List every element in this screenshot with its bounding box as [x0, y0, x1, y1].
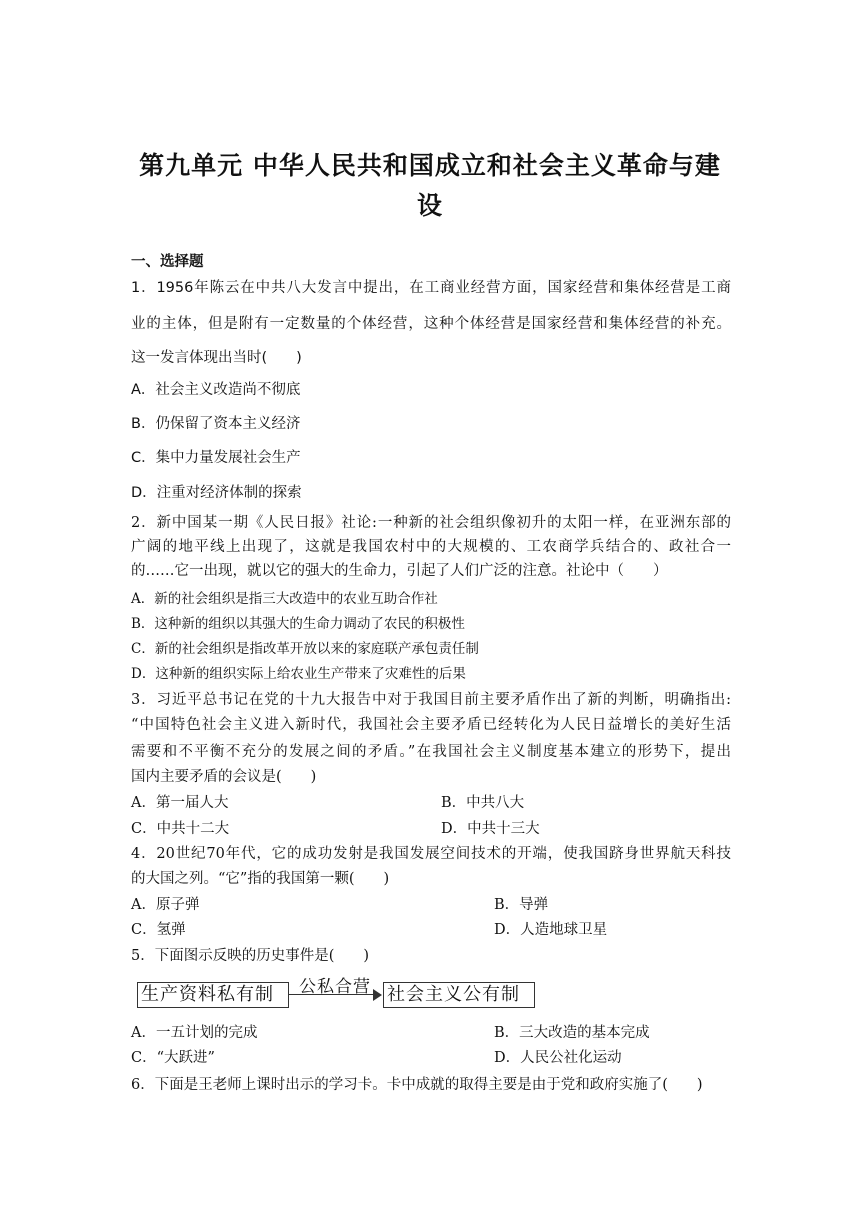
q3-line-2: “中国特色社会主义进入新时代，我国社会主要矛盾已经转化为人民日益增长的美好生活 — [131, 717, 731, 733]
q2-line-2: 广阔的地平线上出现了，这就是我国农村中的大规模的、工农商学兵结合的、政社合一 — [131, 539, 731, 555]
page-title — [120, 146, 740, 226]
q5-option-b: B．三大改造的基本完成 — [494, 1025, 650, 1041]
title-line-2: 设 — [416, 191, 443, 220]
arrow-right-icon — [373, 989, 382, 1001]
q1-option-c: C．集中力量发展社会生产 — [131, 450, 301, 466]
q5-option-a: A．一五计划的完成 — [131, 1025, 258, 1041]
q3-line-4: 国内主要矛盾的会议是( ) — [131, 769, 317, 785]
title-line-1: 第九单元 中华人民共和国成立和社会主义革命与建 — [139, 151, 721, 180]
q4-option-a: A．原子弹 — [131, 897, 200, 913]
q1-line-3: 这一发言体现出当时( ) — [131, 350, 302, 366]
q3-option-c: C．中共十二大 — [131, 821, 230, 837]
q5-option-c: C．“大跃进” — [131, 1050, 215, 1066]
q2-option-a: A．新的社会组织是指三大改造中的农业互助合作社 — [131, 591, 438, 607]
q2-option-b: B．这种新的组织以其强大的生命力调动了农民的积极性 — [131, 616, 465, 632]
q4-option-c: C．氢弹 — [131, 922, 186, 938]
diagram-box-private-ownership: 生产资料私有制 — [137, 982, 289, 1008]
q5-option-d: D．人民公社化运动 — [494, 1050, 622, 1066]
q2-line-3: 的……它一出现，就以它的强大的生命力，引起了人们广泛的注意。社论中（ ） — [131, 563, 668, 579]
q1-line-2: 业的主体，但是附有一定数量的个体经营，这种个体经营是国家经营和集体经营的补充。 — [131, 316, 731, 332]
diagram-arrow-line — [289, 994, 373, 995]
q1-option-d: D．注重对经济体制的探索 — [131, 485, 302, 501]
q2-option-d: D．这种新的组织实际上给农业生产带来了灾难性的后果 — [131, 666, 466, 682]
q1-option-a: A．社会主义改造尚不彻底 — [131, 382, 301, 398]
q5-line-1: 5．下面图示反映的历史事件是( ) — [131, 948, 370, 964]
q3-line-1: 3．习近平总书记在党的十九大报告中对于我国目前主要矛盾作出了新的判断，明确指出: — [131, 692, 731, 708]
q3-option-a: A．第一届人大 — [131, 795, 229, 811]
q1-line-1: 1．1956年陈云在中共八大发言中提出，在工商业经营方面，国家经营和集体经营是工商 — [131, 280, 731, 296]
q5-diagram — [137, 977, 537, 1018]
diagram-arrow-label: 公私合营 — [299, 977, 371, 997]
q4-line-2: 的大国之列。“它”指的我国第一颗( ) — [131, 871, 390, 887]
q4-option-d: D．人造地球卫星 — [494, 922, 608, 938]
q3-line-3: 需要和不平衡不充分的发展之间的矛盾。”在我国社会主义制度基本建立的形势下，提出 — [131, 744, 731, 760]
q4-option-b: B．导弹 — [494, 897, 549, 913]
q3-option-b: B．中共八大 — [441, 795, 525, 811]
q2-option-c: C．新的社会组织是指改革开放以来的家庭联产承包责任制 — [131, 641, 479, 657]
diagram-box-public-ownership: 社会主义公有制 — [383, 982, 535, 1008]
q2-line-1: 2．新中国某一期《人民日报》社论:一种新的社会组织像初升的太阳一样，在亚洲东部的 — [131, 515, 731, 531]
q3-option-d: D．中共十三大 — [441, 821, 540, 837]
q1-option-b: B．仍保留了资本主义经济 — [131, 416, 301, 432]
q6-line-1: 6．下面是王老师上课时出示的学习卡。卡中成就的取得主要是由于党和政府实施了( ) — [131, 1077, 703, 1093]
q4-line-1: 4．20世纪70年代，它的成功发射是我国发展空间技术的开端，使我国跻身世界航天科技 — [131, 846, 731, 862]
section-heading: 一、选择题 — [131, 254, 204, 270]
